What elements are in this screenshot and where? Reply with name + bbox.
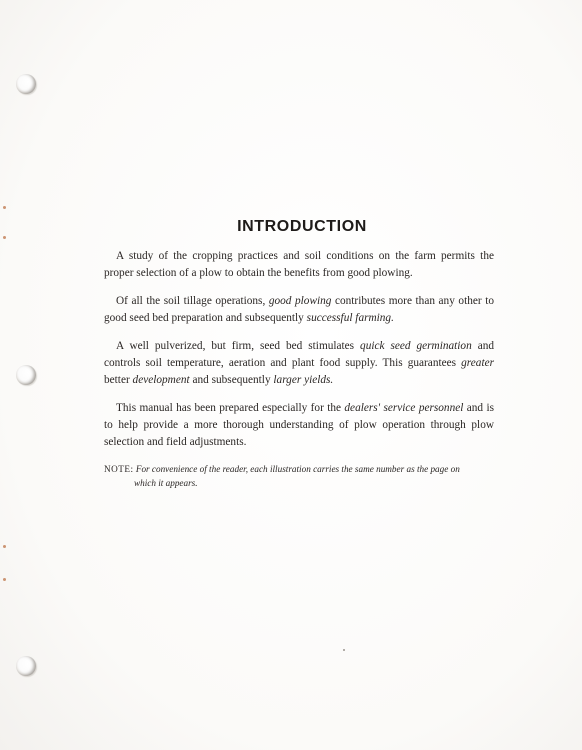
paragraph-text: better	[104, 374, 133, 386]
edge-mark	[3, 236, 6, 239]
paragraph-4	[104, 400, 494, 451]
punch-hole-top	[16, 74, 36, 94]
paragraph-text: and is to help provide a more thorough understanding of plow operation through plow selection and field adjustments.	[104, 402, 494, 448]
note-label: NOTE:	[104, 464, 134, 474]
emphasis-text: development	[132, 374, 190, 386]
page-content	[104, 218, 494, 490]
paragraph-text: contributes more than any other to good seed bed preparation and subsequently	[104, 295, 494, 324]
paragraph-text: and subsequently	[189, 374, 274, 386]
page-title: INTRODUCTION	[237, 218, 367, 235]
edge-mark	[3, 545, 6, 548]
emphasis-text: dealers' service personnel	[344, 402, 464, 414]
edge-mark	[3, 206, 6, 209]
edge-mark	[3, 578, 6, 581]
note-text-line-2: which it appears.	[134, 478, 198, 488]
emphasis-text: good plowing	[268, 295, 332, 307]
paragraph-text: A well pulverized, but firm, seed bed stimulates	[116, 340, 361, 352]
paragraph-text: and controls soil temperature, aeration and plant food supply. This guarantees	[104, 340, 495, 369]
emphasis-text: successful farming.	[306, 312, 394, 324]
paragraph-text: A study of the cropping practices and soil conditions on the farm permits the proper selection of a plow to obtain the benefits from good plowing.	[104, 250, 494, 279]
paragraph-1	[104, 248, 494, 282]
punch-hole-bottom	[16, 656, 36, 676]
paragraph-text: This manual has been prepared especially for the	[116, 402, 345, 414]
paragraph-text: Of all the soil tillage operations,	[116, 295, 269, 307]
emphasis-text: greater	[461, 357, 494, 369]
emphasis-text: quick seed germination	[360, 340, 472, 352]
paragraph-2	[104, 293, 494, 327]
note	[104, 462, 494, 490]
punch-hole-middle	[16, 365, 36, 385]
paragraph-3	[104, 338, 494, 389]
emphasis-text: larger yields.	[273, 374, 334, 386]
paper-speck	[343, 649, 345, 651]
note-text-line-1: For convenience of the reader, each illustration carries the same number as the page on	[135, 464, 460, 474]
